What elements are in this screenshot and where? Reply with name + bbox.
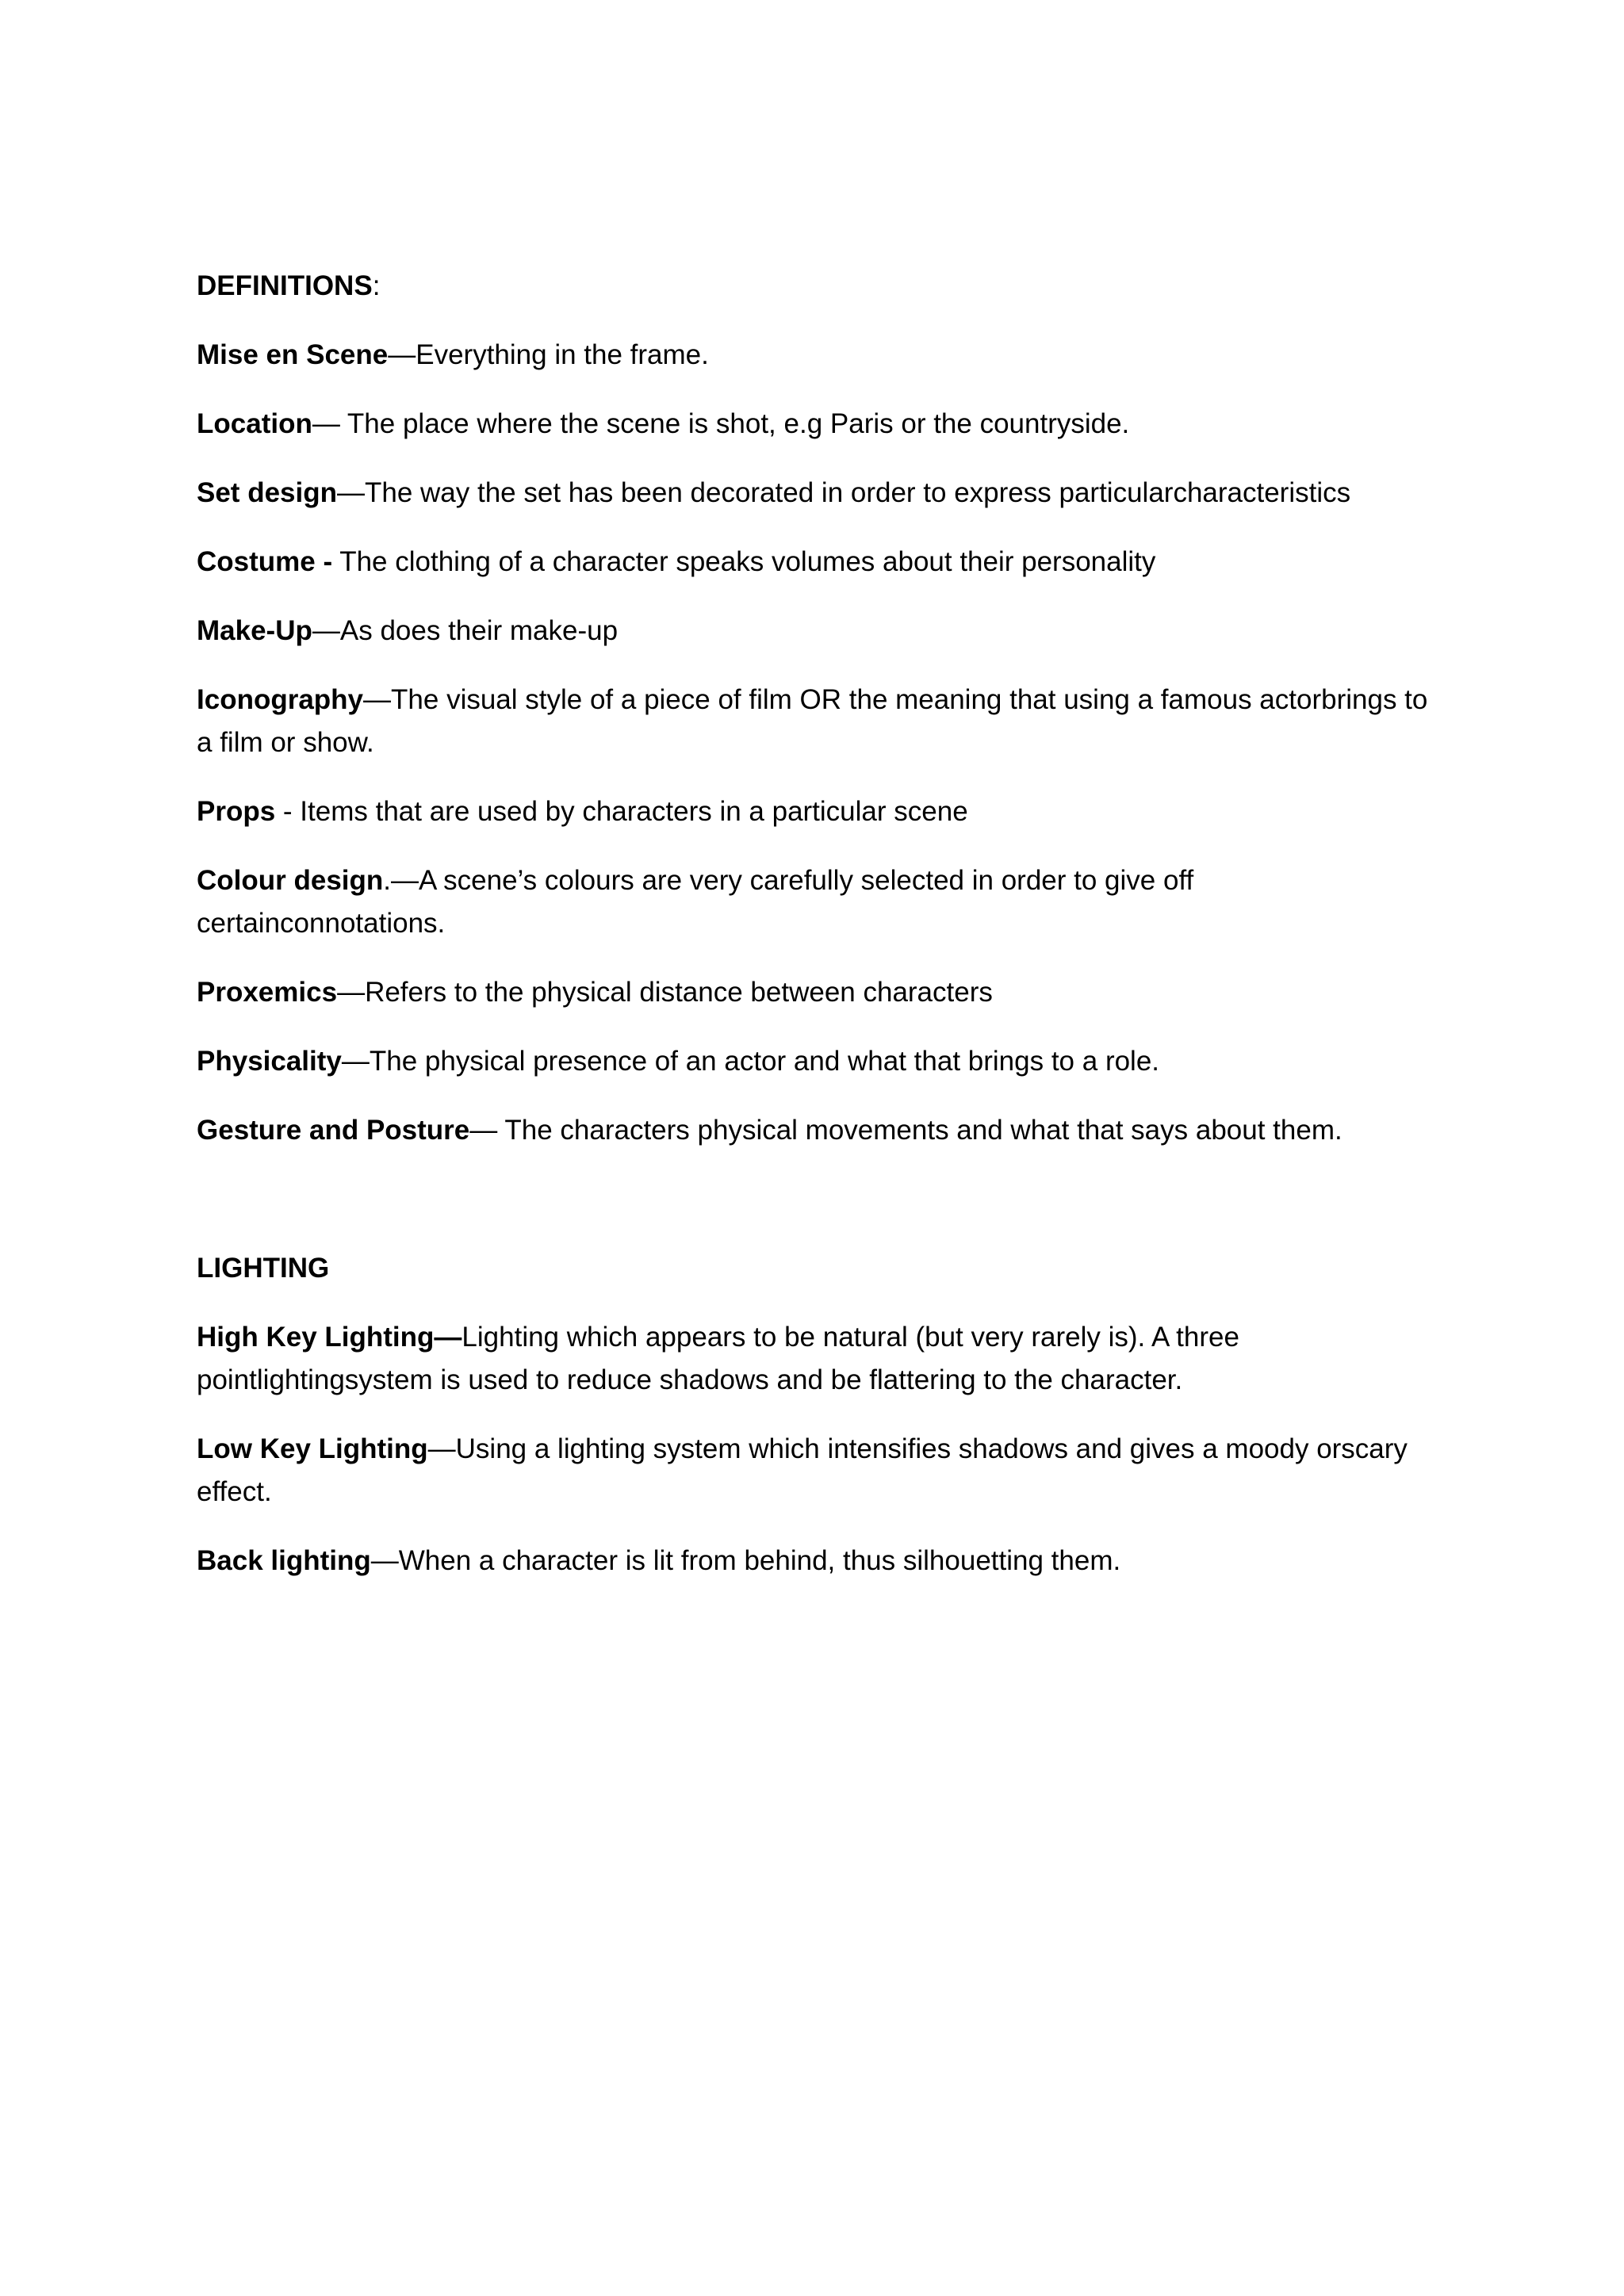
definition-text: —The physical presence of an actor and what that brings to a role. (341, 1046, 1160, 1077)
definition-text: —Everything in the frame. (388, 339, 709, 370)
definition-text: —The way the set has been decorated in order to express particularcharacteristics (336, 477, 1351, 508)
definition-text: — The characters physical movements and what that says about them. (469, 1115, 1342, 1146)
definition-entry (197, 859, 1450, 945)
lighting-term: High Key Lighting— (197, 1322, 462, 1353)
definition-term: Set design (197, 477, 337, 508)
definition-entry (197, 1109, 1450, 1152)
definition-term: Costume - (197, 546, 333, 577)
definitions-heading (197, 265, 1450, 308)
lighting-entry (197, 1316, 1450, 1402)
definition-entry (197, 790, 1450, 833)
lighting-text: Lighting which appears to be natural (but very rarely is). A three pointlightingsystem is used to reduce shadows and be flattering to the character. (197, 1322, 1239, 1395)
definition-text: — The place where the scene is shot, e.g Paris or the countryside. (312, 408, 1130, 439)
definition-term: Proxemics (197, 977, 338, 1008)
lighting-heading: LIGHTING (197, 1253, 330, 1284)
definition-term: Mise en Scene (197, 339, 389, 370)
lighting-text: —When a character is lit from behind, thus silhouetting them. (370, 1545, 1121, 1576)
lighting-entry (197, 1540, 1450, 1582)
definition-text: —The visual style of a piece of film OR the meaning that using a famous actorbrings to a film or show. (197, 684, 1428, 758)
lighting-text: —Using a lighting system which intensifies shadows and gives a moody orscary effect. (197, 1433, 1408, 1507)
definition-entry (197, 610, 1450, 652)
definition-term: Props (197, 796, 276, 827)
definition-term: Colour design (197, 865, 384, 896)
definition-term: Physicality (197, 1046, 342, 1077)
lighting-term: Low Key Lighting (197, 1433, 428, 1464)
definition-entry (197, 472, 1450, 515)
definition-term: Gesture and Posture (197, 1115, 470, 1146)
definition-term: Iconography (197, 684, 364, 715)
definition-entry (197, 403, 1450, 446)
definition-entry (197, 1040, 1450, 1083)
definition-text: .—A scene’s colours are very carefully selected in order to give off certainconnotations. (197, 865, 1194, 939)
definitions-heading-text: DEFINITIONS (197, 270, 373, 301)
definition-text: —As does their make-up (312, 615, 619, 646)
section-spacer (197, 1152, 1450, 1247)
definition-term: Location (197, 408, 312, 439)
definition-entry (197, 334, 1450, 377)
definition-text: - Items that are used by characters in a particular scene (275, 796, 968, 827)
lighting-term: Back lighting (197, 1545, 371, 1576)
definition-entry (197, 971, 1450, 1014)
definition-term: Make-Up (197, 615, 312, 646)
definition-entry (197, 679, 1450, 764)
document-body (197, 265, 1450, 1582)
definition-entry (197, 541, 1450, 584)
definition-text: —Refers to the physical distance between characters (337, 977, 993, 1008)
lighting-entry (197, 1428, 1450, 1513)
definitions-heading-colon: : (372, 270, 381, 301)
definition-text: The clothing of a character speaks volumes about their personality (332, 546, 1156, 577)
